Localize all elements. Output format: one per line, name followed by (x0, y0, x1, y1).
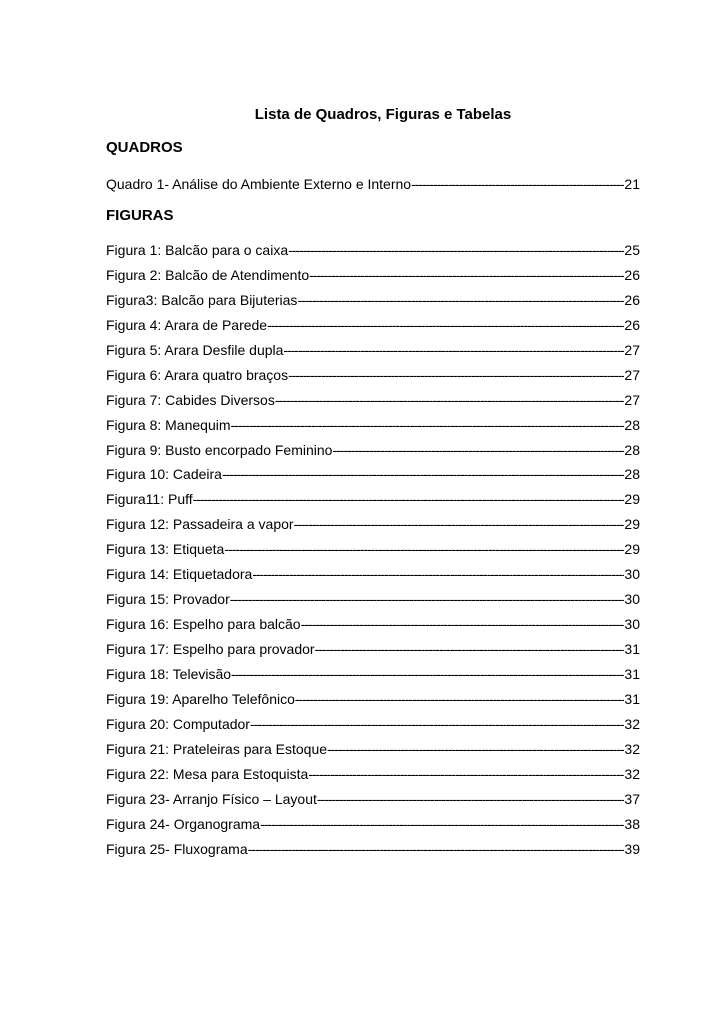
toc-entry-page: 30 (624, 616, 640, 633)
toc-entry-figura-23[interactable] (106, 791, 640, 816)
toc-entry-figura-6[interactable] (106, 367, 640, 392)
toc-entry-label: Figura 18: Televisão (106, 665, 232, 682)
toc-entry-label: Figura 2: Balcão de Atendimento (106, 266, 310, 283)
dot-leader (231, 417, 625, 434)
toc-entry-label: Figura 15: Provador (106, 591, 230, 608)
toc-entry-figura-9[interactable] (106, 442, 640, 467)
toc-entry-page: 28 (624, 441, 640, 458)
toc-entry-label: Figura 10: Cadeira (106, 466, 222, 483)
dot-leader (315, 641, 625, 658)
toc-entry-page: 28 (624, 416, 640, 433)
toc-entry-page: 26 (624, 291, 640, 308)
toc-entry-label: Figura 8: Manequim (106, 416, 231, 433)
toc-entry-page: 31 (624, 665, 640, 682)
dot-leader (411, 176, 624, 193)
dot-leader (230, 591, 625, 608)
toc-entry-page: 26 (624, 266, 640, 283)
page-title: Lista de Quadros, Figuras e Tabelas (254, 106, 512, 123)
toc-entry-label: Figura 13: Etiqueta (106, 541, 225, 558)
toc-entry-page: 27 (624, 366, 640, 383)
toc-entry-figura-11[interactable] (106, 491, 640, 516)
toc-entry-page: 31 (624, 690, 640, 707)
toc-entry-figura-5[interactable] (106, 342, 640, 367)
dot-leader (231, 666, 624, 683)
toc-entry-label: Figura 19: Aparelho Telefônico (106, 690, 295, 707)
toc-entry-page: 29 (624, 541, 640, 558)
quadros-heading: QUADROS (106, 139, 183, 156)
toc-entry-figura-1[interactable] (106, 242, 640, 267)
toc-entry-figura-2[interactable] (106, 267, 640, 292)
toc-entry-quadro-1[interactable] (106, 176, 640, 201)
quadros-list (106, 176, 640, 201)
dot-leader (260, 816, 624, 833)
dot-leader (283, 342, 624, 359)
toc-entry-page: 27 (624, 391, 640, 408)
toc-entry-figura-16[interactable] (106, 616, 640, 641)
toc-entry-figura-25[interactable] (106, 841, 640, 866)
toc-entry-figura-15[interactable] (106, 591, 640, 616)
toc-entry-page: 29 (624, 491, 640, 508)
toc-entry-figura-22[interactable] (106, 766, 640, 791)
toc-entry-figura-24[interactable] (106, 816, 640, 841)
toc-entry-page: 32 (624, 715, 640, 732)
toc-entry-page: 28 (624, 466, 640, 483)
figuras-heading: FIGURAS (106, 207, 174, 224)
dot-leader (301, 616, 625, 633)
dot-leader (275, 392, 625, 409)
toc-entry-figura-19[interactable] (106, 691, 640, 716)
toc-entry-label: Figura 4: Arara de Parede (106, 316, 268, 333)
toc-entry-label: Figura 7: Cabides Diversos (106, 391, 275, 408)
toc-entry-figura-14[interactable] (106, 566, 640, 591)
toc-entry-figura-20[interactable] (106, 716, 640, 741)
toc-entry-page: 32 (624, 765, 640, 782)
dot-leader (327, 741, 624, 758)
dot-leader (222, 466, 624, 483)
toc-entry-page: 39 (624, 840, 640, 857)
toc-entry-label: Figura 1: Balcão para o caixa (106, 242, 289, 258)
toc-entry-label: Figura 12: Passadeira a vapor (106, 516, 294, 533)
toc-entry-figura-21[interactable] (106, 741, 640, 766)
toc-entry-label: Figura 9: Busto encorpado Feminino (106, 441, 333, 458)
toc-entry-page: 26 (624, 316, 640, 333)
toc-entry-page: 32 (624, 740, 640, 757)
toc-entry-label: Figura 16: Espelho para balcão (106, 616, 301, 633)
toc-entry-label: Figura 20: Computador (106, 715, 250, 732)
toc-entry-figura-10[interactable] (106, 466, 640, 491)
toc-entry-label: Figura 25- Fluxograma (106, 840, 248, 857)
toc-entry-label: Quadro 1- Análise do Ambiente Externo e Interno (106, 176, 412, 192)
dot-leader (295, 691, 625, 708)
toc-entry-page: 31 (624, 641, 640, 657)
toc-entry-page: 30 (624, 591, 640, 608)
toc-entry-label: Figura 22: Mesa para Estoquista (106, 765, 309, 782)
toc-entry-page: 38 (624, 815, 640, 832)
dot-leader (317, 791, 625, 808)
toc-entry-label: Figura 23- Arranjo Físico – Layout (106, 790, 317, 807)
toc-entry-label: Figura 5: Arara Desfile dupla (106, 341, 284, 358)
toc-entry-page: 29 (624, 516, 640, 533)
toc-entry-figura-4[interactable] (106, 317, 640, 342)
dot-leader (224, 541, 624, 558)
dot-leader (297, 292, 624, 309)
dot-leader (193, 491, 625, 508)
toc-entry-label: Figura 17: Espelho para provador (106, 641, 315, 657)
dot-leader (252, 566, 624, 583)
toc-entry-label: Figura 21: Prateleiras para Estoque (106, 740, 328, 757)
dot-leader (332, 442, 624, 459)
dot-leader (294, 516, 625, 533)
toc-entry-figura-18[interactable] (106, 666, 640, 691)
dot-leader (267, 317, 624, 334)
toc-entry-page: 37 (624, 790, 640, 807)
dot-leader (309, 267, 624, 284)
toc-entry-figura-3[interactable] (106, 292, 640, 317)
figuras-list (106, 242, 640, 865)
toc-entry-label: Figura 24- Organograma (106, 815, 261, 832)
dot-leader (288, 242, 624, 259)
dot-leader (308, 766, 624, 783)
toc-entry-figura-12[interactable] (106, 516, 640, 541)
dot-leader (288, 367, 624, 384)
dot-leader (250, 716, 624, 733)
toc-entry-figura-17[interactable] (106, 641, 640, 666)
toc-entry-label: Figura 6: Arara quatro braços (106, 366, 289, 383)
toc-entry-figura-7[interactable] (106, 392, 640, 417)
toc-entry-label: Figura3: Balcão para Bijuterias (106, 291, 298, 308)
toc-entry-page: 25 (624, 242, 640, 258)
toc-entry-figura-8[interactable] (106, 417, 640, 442)
toc-entry-page: 27 (624, 341, 640, 358)
toc-entry-label: Figura 14: Etiquetadora (106, 566, 253, 583)
toc-entry-figura-13[interactable] (106, 541, 640, 566)
toc-entry-page: 30 (624, 566, 640, 583)
toc-entry-label: Figura11: Puff (106, 491, 193, 508)
toc-entry-page: 21 (624, 176, 640, 192)
dot-leader (248, 841, 625, 858)
